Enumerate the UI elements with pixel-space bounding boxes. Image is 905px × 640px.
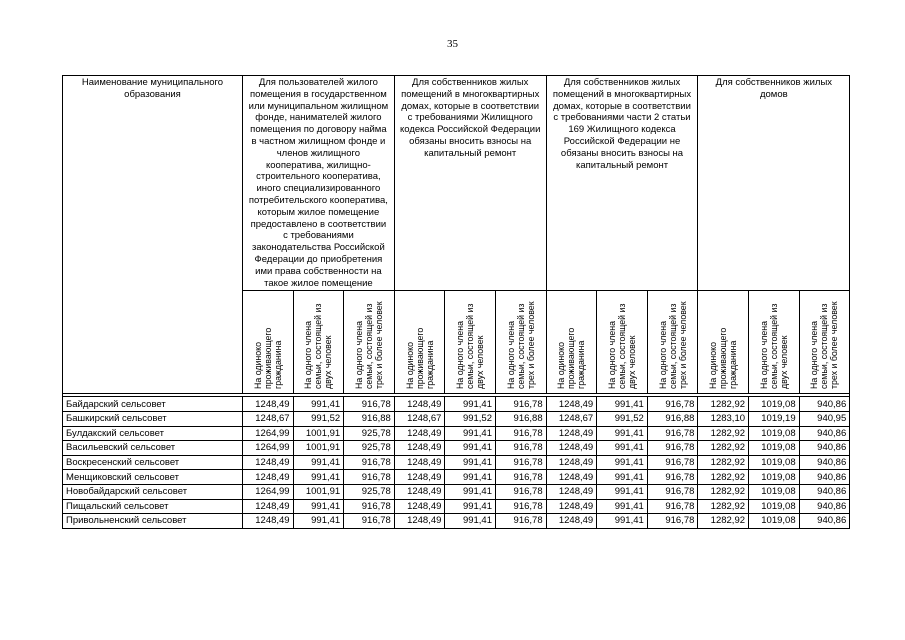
value-cell: 991,41 bbox=[597, 455, 648, 470]
value-cell: 1248,49 bbox=[546, 441, 597, 456]
value-cell: 940,86 bbox=[799, 426, 850, 441]
value-cell: 1248,49 bbox=[546, 499, 597, 514]
value-cell: 916,78 bbox=[647, 484, 698, 499]
value-cell: 1019,19 bbox=[749, 411, 800, 426]
value-cell: 1264,99 bbox=[243, 484, 294, 499]
value-cell: 916,78 bbox=[496, 455, 547, 470]
subheader-label: На одного члена семьи, состоящей из трех и более человек bbox=[505, 301, 536, 390]
subheader-label: На одного члена семьи, состоящей из двух человек bbox=[758, 303, 789, 390]
table-row bbox=[63, 426, 850, 441]
subheader-cell bbox=[344, 291, 395, 394]
value-cell: 1248,49 bbox=[546, 426, 597, 441]
municipality-name: Пищальский сельсовет bbox=[63, 499, 243, 514]
group-header-2: Для собственников жилых помещений в многоквартирных домах, которые в соответствии с требованиями Жилищного кодекса Российской Федерации обязаны вносить взносы на капитальный ремонт bbox=[394, 76, 546, 291]
subheader-cell bbox=[394, 291, 445, 394]
subheader-cell bbox=[496, 291, 547, 394]
subheader-label: На одного члена семьи, состоящей из трех и более человек bbox=[657, 301, 688, 390]
table-row bbox=[63, 484, 850, 499]
value-cell: 991,41 bbox=[445, 441, 496, 456]
subheader-label: На одного члена семьи, состоящей из двух человек bbox=[303, 303, 334, 390]
value-cell: 1282,92 bbox=[698, 499, 749, 514]
municipality-name: Воскресенский сельсовет bbox=[63, 455, 243, 470]
table-row bbox=[63, 411, 850, 426]
value-cell: 1282,92 bbox=[698, 455, 749, 470]
value-cell: 1248,49 bbox=[394, 441, 445, 456]
subheader-label: На одиноко проживающего гражданина bbox=[252, 328, 283, 390]
subheader-cell bbox=[698, 291, 749, 394]
value-cell: 1248,49 bbox=[394, 455, 445, 470]
value-cell: 1019,08 bbox=[749, 514, 800, 529]
value-cell: 916,88 bbox=[496, 411, 547, 426]
subheader-cell bbox=[546, 291, 597, 394]
table-row bbox=[63, 455, 850, 470]
value-cell: 991,41 bbox=[293, 455, 344, 470]
value-cell: 1248,49 bbox=[546, 455, 597, 470]
value-cell: 991,41 bbox=[597, 514, 648, 529]
value-cell: 1248,49 bbox=[394, 499, 445, 514]
name-column-header: Наименование муниципального образования bbox=[63, 76, 243, 394]
value-cell: 1282,92 bbox=[698, 514, 749, 529]
value-cell: 1019,08 bbox=[749, 499, 800, 514]
value-cell: 916,88 bbox=[344, 411, 395, 426]
value-cell: 991,52 bbox=[597, 411, 648, 426]
value-cell: 1019,08 bbox=[749, 484, 800, 499]
value-cell: 940,86 bbox=[799, 441, 850, 456]
table-row bbox=[63, 470, 850, 485]
value-cell: 991,41 bbox=[597, 441, 648, 456]
value-cell: 916,78 bbox=[496, 397, 547, 412]
value-cell: 1248,49 bbox=[546, 397, 597, 412]
value-cell: 1248,49 bbox=[394, 484, 445, 499]
value-cell: 991,41 bbox=[445, 470, 496, 485]
subheader-cell bbox=[445, 291, 496, 394]
municipality-name: Привольненский сельсовет bbox=[63, 514, 243, 529]
value-cell: 940,86 bbox=[799, 455, 850, 470]
value-cell: 940,86 bbox=[799, 470, 850, 485]
value-cell: 1248,49 bbox=[243, 514, 294, 529]
value-cell: 991,41 bbox=[445, 484, 496, 499]
municipality-name: Васильевский сельсовет bbox=[63, 441, 243, 456]
value-cell: 1001,91 bbox=[293, 426, 344, 441]
municipality-name: Башкирский сельсовет bbox=[63, 411, 243, 426]
table-row bbox=[63, 441, 850, 456]
table-row bbox=[63, 499, 850, 514]
subheader-cell bbox=[293, 291, 344, 394]
value-cell: 1264,99 bbox=[243, 441, 294, 456]
value-cell: 916,78 bbox=[647, 397, 698, 412]
value-cell: 991,41 bbox=[597, 397, 648, 412]
value-cell: 940,86 bbox=[799, 484, 850, 499]
page-number: 35 bbox=[447, 38, 458, 50]
value-cell: 1248,49 bbox=[546, 484, 597, 499]
value-cell: 925,78 bbox=[344, 426, 395, 441]
value-cell: 1001,91 bbox=[293, 441, 344, 456]
value-cell: 940,86 bbox=[799, 397, 850, 412]
group-header-1: Для пользователей жилого помещения в государственном или муниципальном жилищном фонде, нанимателей жилого помещения по договору найма в частном жилищном фонде и членов жилищного кооператива, жилищно-строительного кооператива, иного специализированного потребительского кооператива, которым жилое помещение предоставлено в соответствии с требованиями законодательства Российской Федерации до приобретения ими права собственности на такое жилое помещение bbox=[243, 76, 395, 291]
value-cell: 991,41 bbox=[597, 484, 648, 499]
value-cell: 916,78 bbox=[496, 426, 547, 441]
value-cell: 1248,49 bbox=[546, 514, 597, 529]
value-cell: 1282,92 bbox=[698, 484, 749, 499]
municipality-name: Байдарский сельсовет bbox=[63, 397, 243, 412]
value-cell: 1019,08 bbox=[749, 397, 800, 412]
value-cell: 991,41 bbox=[293, 499, 344, 514]
value-cell: 991,41 bbox=[445, 397, 496, 412]
value-cell: 1248,49 bbox=[243, 397, 294, 412]
value-cell: 1248,49 bbox=[243, 499, 294, 514]
value-cell: 916,78 bbox=[344, 470, 395, 485]
value-cell: 1248,67 bbox=[546, 411, 597, 426]
value-cell: 916,78 bbox=[647, 514, 698, 529]
municipality-name: Менщиковский сельсовет bbox=[63, 470, 243, 485]
value-cell: 916,78 bbox=[344, 499, 395, 514]
value-cell: 916,78 bbox=[496, 514, 547, 529]
value-cell: 991,41 bbox=[597, 499, 648, 514]
subheader-cell bbox=[799, 291, 850, 394]
value-cell: 1019,08 bbox=[749, 426, 800, 441]
value-cell: 916,78 bbox=[496, 441, 547, 456]
value-cell: 916,78 bbox=[496, 499, 547, 514]
subheader-label: На одного члена семьи, состоящей из двух человек bbox=[455, 303, 486, 390]
value-cell: 1019,08 bbox=[749, 441, 800, 456]
group-header-row bbox=[63, 76, 850, 291]
municipality-name: Булдакский сельсовет bbox=[63, 426, 243, 441]
value-cell: 1282,92 bbox=[698, 426, 749, 441]
value-cell: 1248,49 bbox=[243, 455, 294, 470]
value-cell: 991,52 bbox=[445, 411, 496, 426]
value-cell: 1248,67 bbox=[243, 411, 294, 426]
value-cell: 916,78 bbox=[344, 397, 395, 412]
value-cell: 916,78 bbox=[344, 514, 395, 529]
group-header-4: Для собственников жилых домов bbox=[698, 76, 850, 291]
table-row bbox=[63, 397, 850, 412]
value-cell: 1248,49 bbox=[394, 470, 445, 485]
value-cell: 991,52 bbox=[293, 411, 344, 426]
value-cell: 925,78 bbox=[344, 441, 395, 456]
value-cell: 940,86 bbox=[799, 499, 850, 514]
value-cell: 916,78 bbox=[496, 470, 547, 485]
group-header-3: Для собственников жилых помещений в многоквартирных домах, которые в соответствии с требованиями части 2 статьи 169 Жилищного кодекса Российской Федерации не обязаны вносить взносы на капитальный ремонт bbox=[546, 76, 698, 291]
value-cell: 1248,49 bbox=[243, 470, 294, 485]
subheader-label: На одиноко проживающего гражданина bbox=[556, 328, 587, 390]
value-cell: 1264,99 bbox=[243, 426, 294, 441]
value-cell: 940,86 bbox=[799, 514, 850, 529]
value-cell: 1283,10 bbox=[698, 411, 749, 426]
value-cell: 916,78 bbox=[647, 499, 698, 514]
value-cell: 916,78 bbox=[344, 455, 395, 470]
subheader-cell bbox=[597, 291, 648, 394]
subheader-label: На одиноко проживающего гражданина bbox=[404, 328, 435, 390]
value-cell: 916,78 bbox=[647, 470, 698, 485]
value-cell: 925,78 bbox=[344, 484, 395, 499]
value-cell: 991,41 bbox=[293, 470, 344, 485]
value-cell: 1001,91 bbox=[293, 484, 344, 499]
subheader-label: На одного члена семьи, состоящей из трех и более человек bbox=[354, 301, 384, 390]
value-cell: 991,41 bbox=[445, 499, 496, 514]
value-cell: 991,41 bbox=[445, 426, 496, 441]
value-cell: 1019,08 bbox=[749, 470, 800, 485]
value-cell: 991,41 bbox=[293, 514, 344, 529]
tariff-table bbox=[62, 75, 850, 529]
subheader-cell bbox=[749, 291, 800, 394]
value-cell: 1248,49 bbox=[546, 470, 597, 485]
table-body bbox=[63, 397, 850, 528]
subheader-label: На одного члена семьи, состоящей из двух человек bbox=[607, 303, 637, 390]
value-cell: 991,41 bbox=[597, 426, 648, 441]
municipality-name: Новобайдарский сельсовет bbox=[63, 484, 243, 499]
value-cell: 1248,49 bbox=[394, 426, 445, 441]
subheader-cell bbox=[647, 291, 698, 394]
value-cell: 1282,92 bbox=[698, 397, 749, 412]
value-cell: 991,41 bbox=[445, 455, 496, 470]
value-cell: 1282,92 bbox=[698, 441, 749, 456]
value-cell: 940,95 bbox=[799, 411, 850, 426]
value-cell: 916,78 bbox=[496, 484, 547, 499]
value-cell: 1282,92 bbox=[698, 470, 749, 485]
value-cell: 1248,49 bbox=[394, 514, 445, 529]
table-row bbox=[63, 514, 850, 529]
value-cell: 991,41 bbox=[445, 514, 496, 529]
subheader-cell bbox=[243, 291, 294, 394]
value-cell: 1248,49 bbox=[394, 397, 445, 412]
value-cell: 916,78 bbox=[647, 455, 698, 470]
value-cell: 1248,67 bbox=[394, 411, 445, 426]
value-cell: 991,41 bbox=[293, 397, 344, 412]
value-cell: 991,41 bbox=[597, 470, 648, 485]
value-cell: 1019,08 bbox=[749, 455, 800, 470]
subheader-label: На одиноко проживающего гражданина bbox=[708, 328, 739, 390]
subheader-label: На одного члена семьи, состоящей из трех и более человек bbox=[809, 301, 840, 390]
value-cell: 916,88 bbox=[647, 411, 698, 426]
value-cell: 916,78 bbox=[647, 426, 698, 441]
value-cell: 916,78 bbox=[647, 441, 698, 456]
